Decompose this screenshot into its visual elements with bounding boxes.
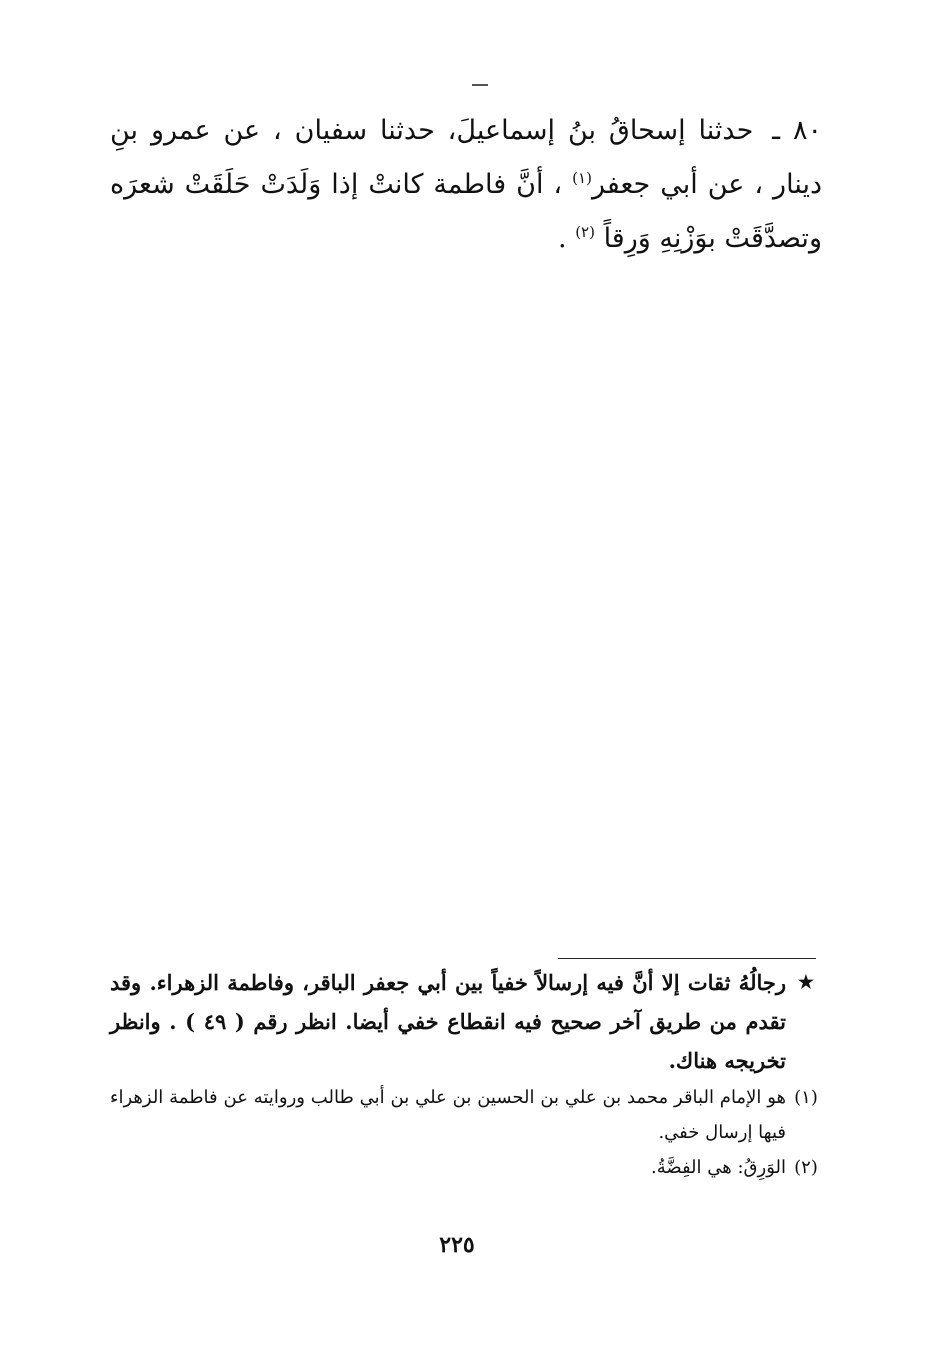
hadith-text-part2: ، أنَّ فاطمة كانتْ إذا وَلَدَتْ حَلَقَتْ شعرَه وتصدَّقَتْ بوَزْنِهِ وَرِقاً	[110, 169, 822, 254]
top-mark	[472, 84, 488, 86]
footnote-2	[110, 1150, 822, 1185]
footnote-star-text: رجالُهُ ثقات إلا أنَّ فيه إرسالاً خفياً بين أبي جعفر الباقر، وفاطمة الزهراء. وقد تقدم من طريق آخر صحيح فيه انقطاع خفي أيضا. انظر رقم ( ٤٩ ) . وانظر تخريجه هناك.	[110, 970, 786, 1073]
star-icon: ★	[797, 972, 815, 993]
footnote-2-text: الوَرِقُ: هي الفِضَّةُ.	[650, 1157, 786, 1178]
hadith-text-part1: حدثنا إسحاقُ بنُ إسماعيلَ، حدثنا سفيان ، عن عمرو بنِ دينار ، عن أبي جعفر	[110, 115, 823, 200]
footnote-ref-2: (٢)	[575, 223, 595, 241]
page-number: ٢٢٥	[439, 1232, 475, 1258]
footnote-1-marker: (١)	[794, 1087, 818, 1108]
footnote-2-marker: (٢)	[794, 1157, 818, 1178]
footnote-separator	[558, 958, 816, 959]
footnotes-section	[110, 963, 822, 1185]
hadith-paragraph	[110, 104, 822, 266]
footnote-ref-1: (١)	[572, 169, 592, 187]
hadith-text-end: .	[558, 223, 567, 254]
footnote-1	[110, 1080, 822, 1150]
hadith-number: ٨٠ ـ	[772, 115, 822, 146]
footnote-star	[110, 963, 822, 1080]
footnote-1-text: هو الإمام الباقر محمد بن علي بن الحسين بن علي بن أبي طالب وروايته عن فاطمة الزهراء فيها إرسال خفي.	[110, 1087, 786, 1143]
